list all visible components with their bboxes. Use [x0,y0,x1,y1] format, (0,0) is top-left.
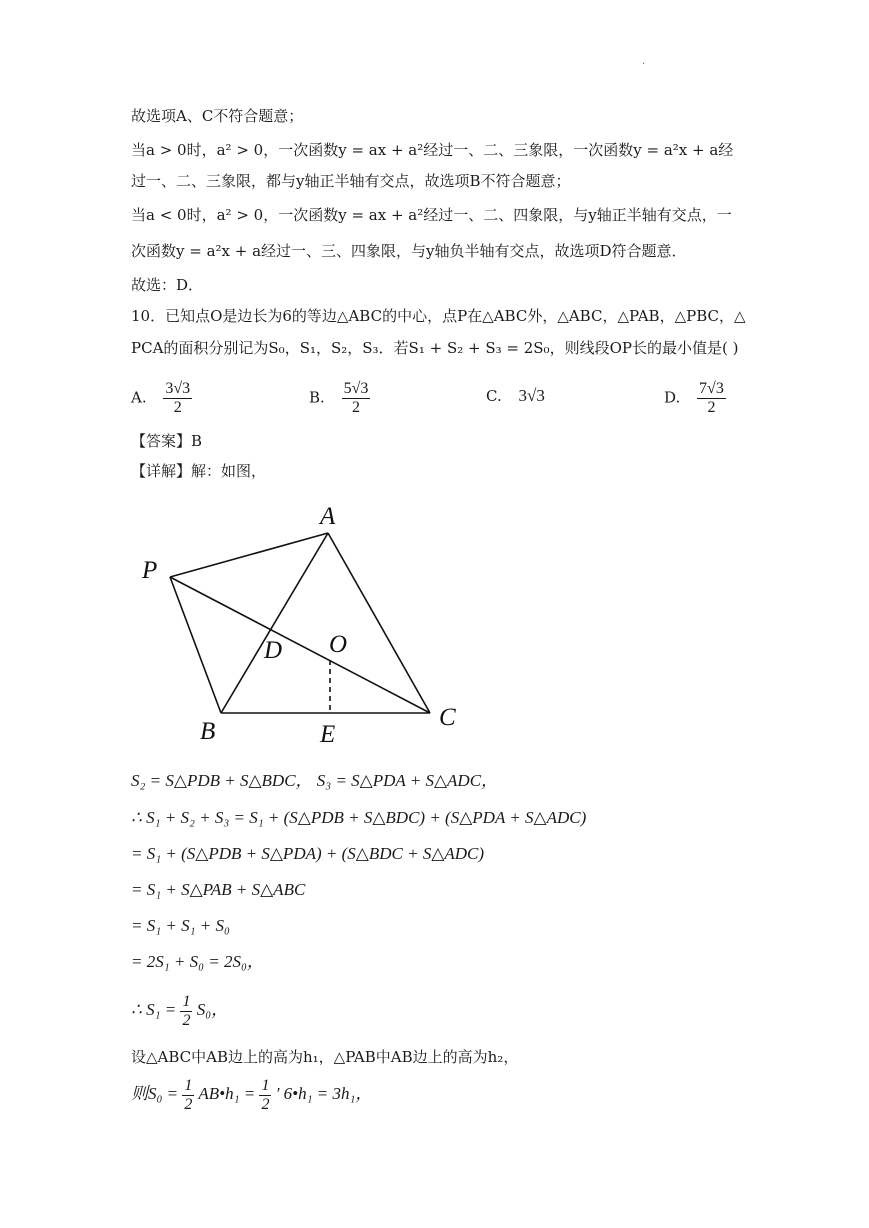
option-d-label: D. [664,388,681,407]
step-9-suffix: ′ 6•h₁ = 3h₁， [275,1084,373,1103]
text-line-2: 当a > 0时，a² > 0，一次函数y = ax + a²经过一、二、三象限，一次函数y = a²x + a经 [131,141,734,159]
step-8: 设△ABC中AB边上的高为h₁，△PAB中AB边上的高为h₂， [131,1048,519,1066]
step-9-middle: AB•h₁ = [198,1084,256,1103]
option-b-denominator: 2 [351,399,360,416]
option-d [664,380,726,417]
step-9-prefix: 则S₀ = [131,1084,179,1103]
geometry-figure [0,495,869,765]
page-dot: . [642,56,646,67]
text-line-5: 次函数y = a²x + a经过一、三、四象限，与y轴负半轴有交点，故选项D符合题意． [131,242,687,260]
step-2: ∴ S₁ + S₂ + S₃ = S₁ + (S△PDB + S△BDC) + (S△PDA + S△ADC) [131,808,587,827]
text-line-4: 当a < 0时，a² > 0，一次函数y = ax + a²经过一、二、四象限，与y轴正半轴有交点，一 [131,206,732,224]
option-c [486,386,545,406]
step-9-denominator-1: 2 [184,1095,193,1113]
label-b: B [200,718,216,745]
option-b [309,380,370,417]
label-a: A [320,503,336,530]
label-e: E [320,721,336,748]
question-line-2: PCA的面积分别记为S₀，S₁，S₂，S₃．若S₁ + S₂ + S₃ = 2S₀，则线段OP长的最小值是( ) [131,339,739,357]
option-b-label: B. [309,388,325,407]
option-b-numerator: 5√3 [343,380,369,397]
option-c-value: 3√3 [518,386,545,405]
text-line-1: 故选项A、C不符合题意； [131,107,304,125]
segment-ab [221,533,328,713]
explain-line: 【详解】解：如图， [131,462,267,480]
step-7-denominator: 2 [182,1011,191,1029]
label-c: C [439,704,456,731]
option-c-label: C. [486,387,502,405]
step-9-numerator-2: 1 [261,1076,270,1094]
text-line-6: 故选：D． [131,276,204,294]
segment-pa [170,533,328,577]
step-4: = S₁ + S△PAB + S△ABC [131,880,306,899]
option-d-denominator: 2 [707,399,716,416]
step-9 [131,1074,372,1114]
option-a-label: A. [131,388,147,407]
step-7-prefix: ∴ S₁ = [131,1000,177,1019]
step-1: S₂ = S△PDB + S△BDC， S₃ = S△PDA + S△ADC， [131,771,499,790]
step-6: = 2S₁ + S₀ = 2S₀， [131,952,264,971]
step-5: = S₁ + S₁ + S₀ [131,916,230,935]
option-d-numerator: 7√3 [699,380,724,397]
option-a-denominator: 2 [173,399,182,416]
segment-pb [170,577,221,713]
answer-line: 【答案】B [131,432,203,450]
step-9-numerator-1: 1 [184,1076,193,1094]
label-o: O [329,631,348,658]
option-a-numerator: 3√3 [165,380,191,397]
text-line-3: 过一、二、三象限，都与y轴正半轴有交点，故选项B不符合题意； [131,172,571,190]
question-line-1: 10．已知点O是边长为6的等边△ABC的中心，点P在△ABC外，△ABC，△PAB，△PBC，△ [131,307,746,325]
step-3: = S₁ + (S△PDB + S△PDA) + (S△BDC + S△ADC) [131,844,485,863]
step-7 [131,990,228,1030]
step-9-denominator-2: 2 [261,1095,270,1113]
step-7-numerator: 1 [182,992,191,1010]
label-d: D [264,637,283,664]
label-p: P [142,557,158,584]
option-a [131,380,192,417]
step-7-suffix: S₀， [196,1000,229,1019]
